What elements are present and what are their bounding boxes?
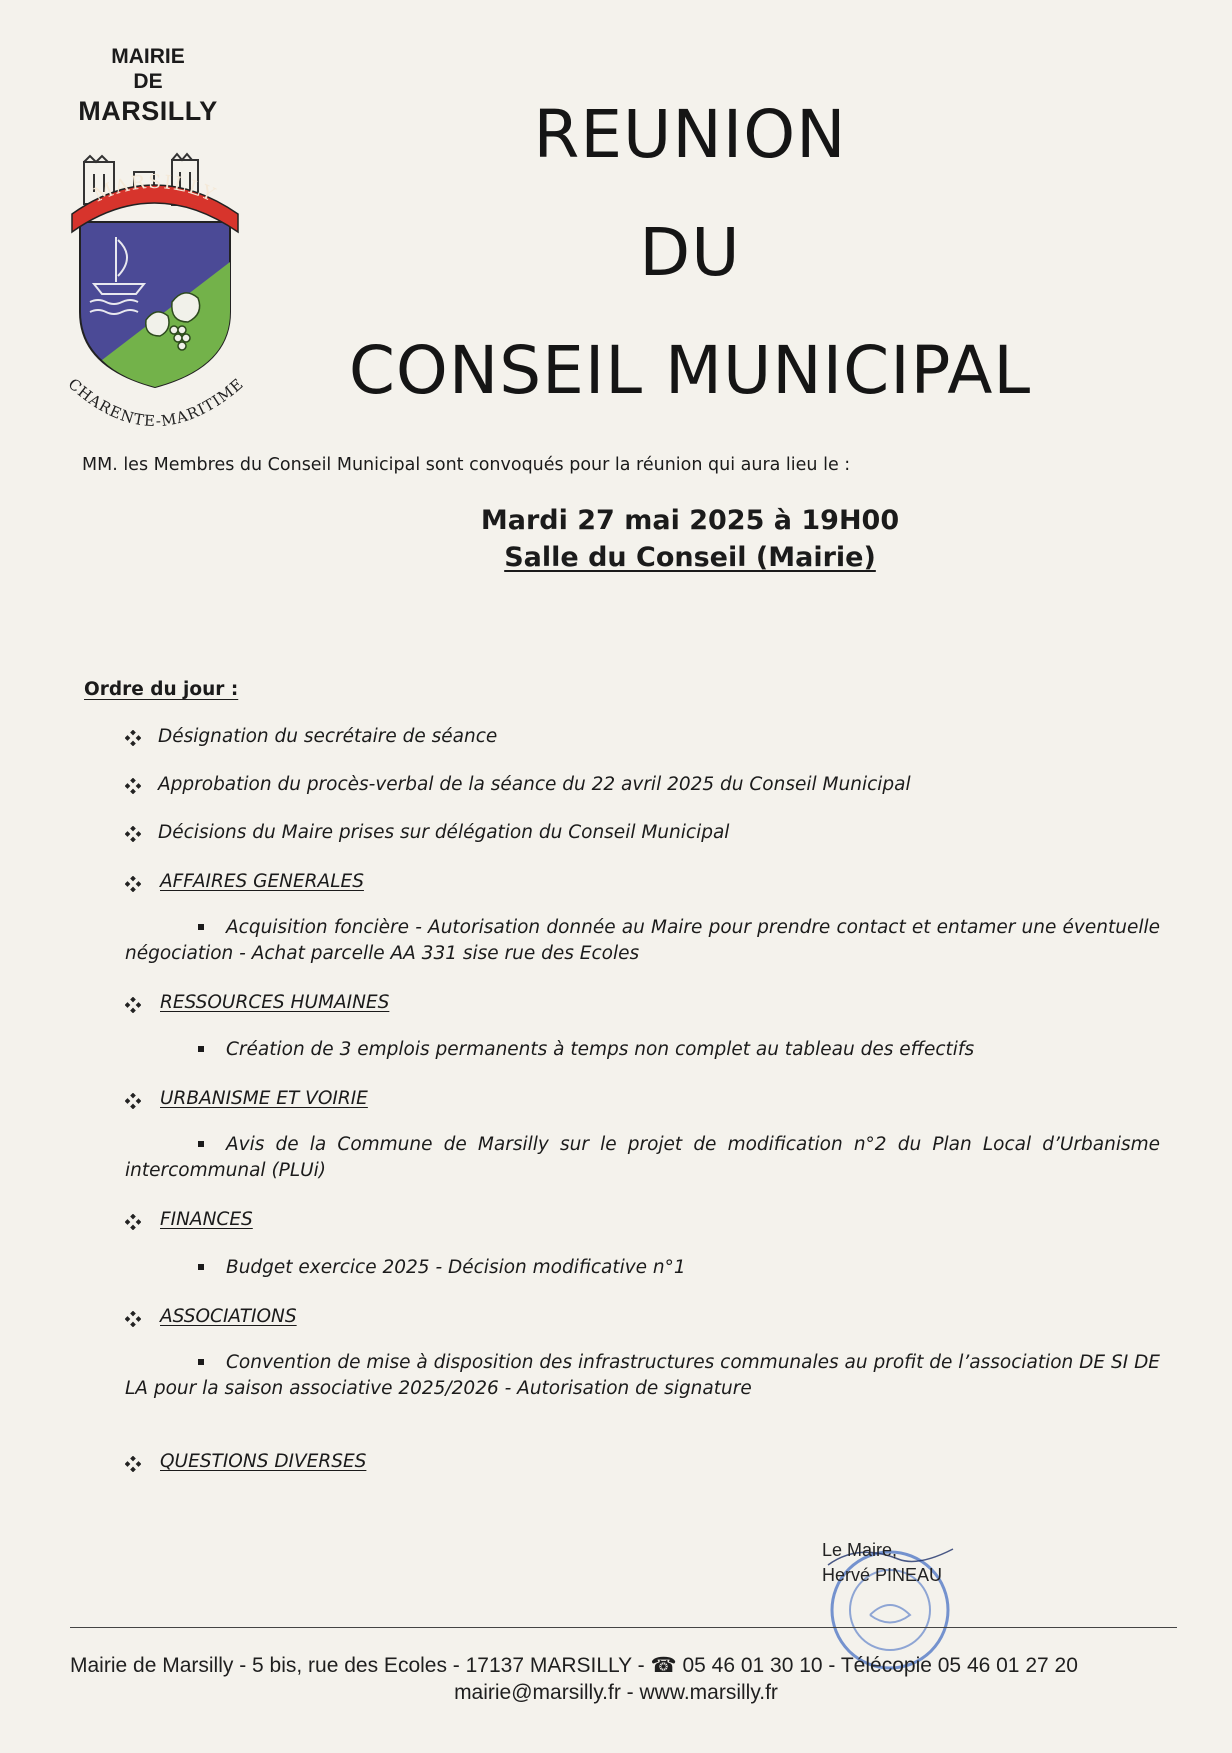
- diamond-bullet-icon: [125, 876, 141, 892]
- title-line-1: REUNION: [533, 96, 847, 173]
- title-line-3: CONSEIL MUNICIPAL: [348, 332, 1032, 409]
- diamond-bullet-icon: [125, 997, 141, 1013]
- square-bullet-icon: [198, 1359, 204, 1365]
- letterhead-line-3: MARSILLY: [78, 96, 218, 126]
- section-urbanisme-voirie-item: Avis de la Commune de Marsilly sur le projet de modification n°2 du Plan Local d’Urbanisme intercommunal (PLUi): [125, 1134, 1160, 1181]
- crest-banner-text: MARSILLY: [90, 170, 220, 207]
- section-associations: ASSOCIATIONS: [160, 1306, 297, 1327]
- square-bullet-icon: [198, 1264, 204, 1270]
- meeting-place: Salle du Conseil (Mairie): [504, 542, 876, 573]
- title-line-2: DU: [639, 214, 741, 291]
- square-bullet-icon: [198, 1141, 204, 1147]
- signature-title: Le Maire,: [822, 1540, 898, 1560]
- footer-address: Mairie de Marsilly - 5 bis, rue des Ecoles - 17137 MARSILLY - ☎ 05 46 01 30 10 - Télécopie 05 46 01 27 20: [70, 1654, 1078, 1677]
- diamond-bullet-icon: [125, 730, 141, 746]
- diamond-bullet-icon: [125, 1093, 141, 1109]
- signature-name: Hervé PINEAU: [822, 1565, 943, 1585]
- section-urbanisme-voirie: URBANISME ET VOIRIE: [160, 1088, 368, 1109]
- mairie-letterhead: [58, 44, 238, 128]
- diamond-bullet-icon: [125, 1311, 141, 1327]
- agenda-heading: Ordre du jour :: [84, 679, 239, 700]
- letterhead-line-1: MAIRIE: [111, 45, 185, 68]
- square-bullet-icon: [198, 924, 204, 930]
- agenda-item-secretary: Désignation du secrétaire de séance: [158, 726, 498, 747]
- agenda-item-mayor-decisions: Décisions du Maire prises sur délégation du Conseil Municipal: [158, 822, 730, 843]
- square-bullet-icon: [198, 1046, 204, 1052]
- section-questions-diverses: QUESTIONS DIVERSES: [160, 1451, 367, 1472]
- diamond-bullet-icon: [125, 1214, 141, 1230]
- section-ressources-humaines: RESSOURCES HUMAINES: [160, 992, 390, 1013]
- section-affaires-generales-item: Acquisition foncière - Autorisation donnée au Maire pour prendre contact et entamer une éventuelle négociation - Achat parcelle AA 331 sise rue des Ecoles: [125, 917, 1160, 964]
- meeting-date: Mardi 27 mai 2025 à 19H00: [480, 505, 900, 536]
- section-finances: FINANCES: [160, 1209, 253, 1230]
- marsilly-crest-logo: [54, 152, 254, 437]
- letterhead-line-2: DE: [133, 70, 163, 93]
- diamond-bullet-icon: [125, 778, 141, 794]
- crest-region-text: CHARENTE-MARITIME: [64, 374, 248, 431]
- footer-divider: [70, 1627, 1177, 1628]
- diamond-bullet-icon: [125, 826, 141, 842]
- section-finances-item: Budget exercice 2025 - Décision modificative n°1: [125, 1255, 1160, 1281]
- section-ressources-humaines-item: Création de 3 emplois permanents à temps non complet au tableau des effectifs: [125, 1037, 1160, 1063]
- section-affaires-generales: AFFAIRES GENERALES: [160, 871, 364, 892]
- convocation-intro: MM. les Membres du Conseil Municipal sont convoqués pour la réunion qui aura lieu le :: [82, 455, 851, 475]
- footer-contact: mairie@marsilly.fr - www.marsilly.fr: [454, 1681, 778, 1704]
- section-associations-item: Convention de mise à disposition des infrastructures communales au profit de l’association DE SI DE LA pour la saison associative 2025/2026 - Autorisation de signature: [125, 1352, 1160, 1399]
- agenda-item-minutes-approval: Approbation du procès-verbal de la séance du 22 avril 2025 du Conseil Municipal: [158, 774, 911, 795]
- diamond-bullet-icon: [125, 1456, 141, 1472]
